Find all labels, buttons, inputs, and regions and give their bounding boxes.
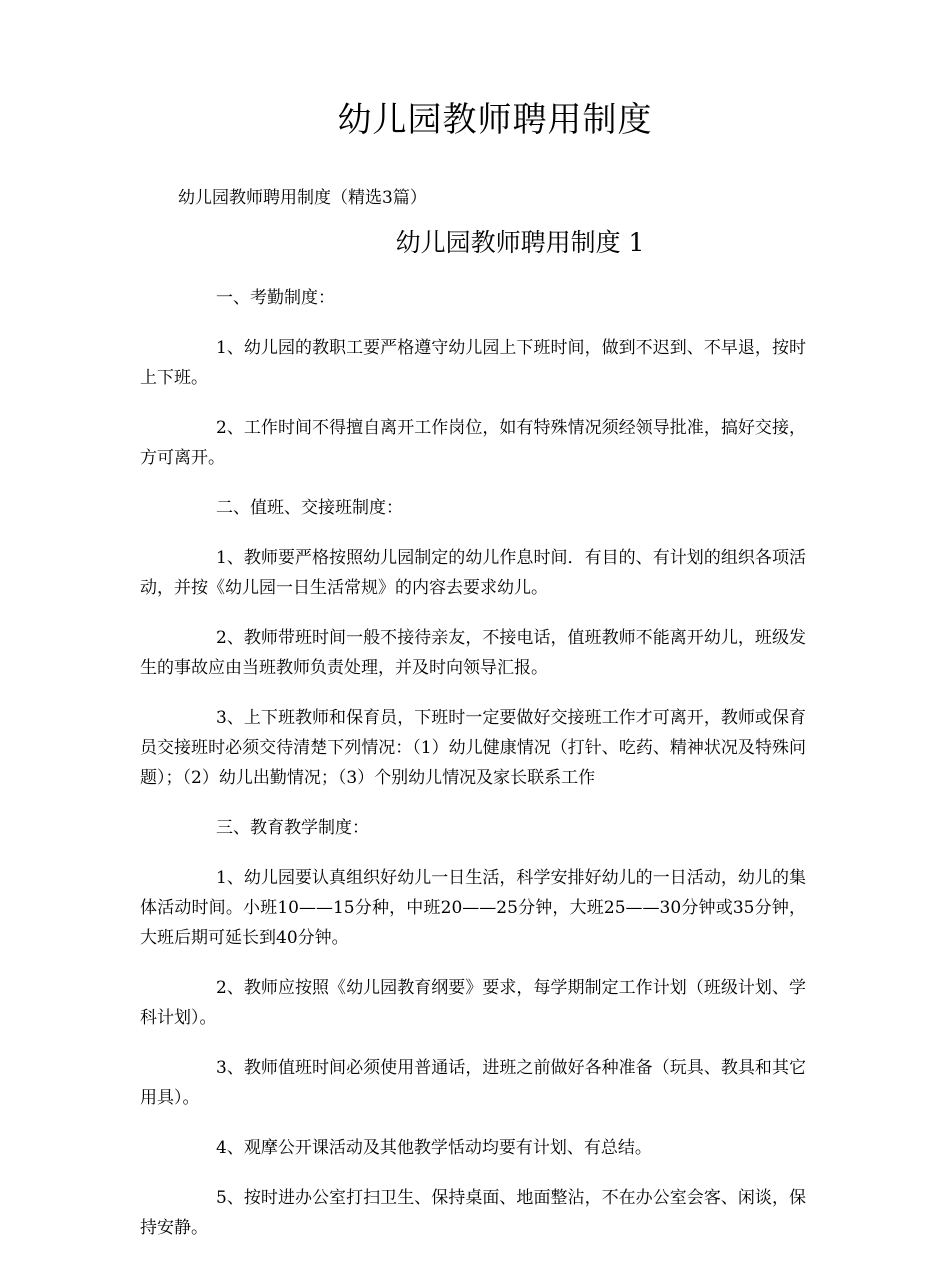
heading-attendance: 一、考勤制度： [216, 288, 335, 308]
paragraph: 3、教师值班时间必须使用普通话，进班之前做好各种准备（玩具、教具和其它用具）。 [140, 1058, 806, 1108]
paragraph: 4、观摩公开课活动及其他教学恬动均要有计划、有总结。 [216, 1138, 652, 1158]
heading-teaching: 三、教育教学制度： [216, 818, 369, 838]
section-title: 幼儿园教师聘用制度 1 [395, 228, 645, 257]
paragraph: 1、幼儿园要认真组织好幼儿一日生活，科学安排好幼儿的一日活动，幼儿的集体活动时间。小班10——15分种，中班20——25分钟，大班25——30分钟或35分钟，大班后期可延长到40分钟。 [140, 868, 806, 948]
document-subtitle: 幼儿园教师聘用制度（精选3篇） [178, 188, 427, 208]
paragraph: 1、教师要严格按照幼儿园制定的幼儿作息时间．有目的、有计划的组织各项活动，并按《幼儿园一日生活常规》的内容去要求幼儿。 [140, 548, 806, 598]
paragraph: 3、上下班教师和保育员，下班时一定要做好交接班工作才可离开，教师或保育员交接班时必须交待清楚下列情况：（1）幼儿健康情况（打针、吃药、精神状况及特殊问题）；（2）幼儿出勤情况；（3）个别幼儿情况及家长联系工作 [140, 708, 806, 788]
paragraph: 1、幼儿园的教职工要严格遵守幼儿园上下班时间，做到不迟到、不早退，按时上下班。 [140, 338, 806, 388]
document-body [140, 283, 806, 1263]
paragraph: 2、教师带班时间一般不接待亲友，不接电话，值班教师不能离开幼儿，班级发生的事故应由当班教师负责处理，并及时向领导汇报。 [140, 628, 806, 678]
document-title: 幼儿园教师聘用制度 [337, 100, 653, 140]
paragraph: 2、工作时间不得擅自离开工作岗位，如有特殊情况须经领导批准，搞好交接，方可离开。 [140, 418, 806, 468]
paragraph: 2、教师应按照《幼儿园教育纲要》要求，每学期制定工作计划（班级计划、学科计划）。 [140, 978, 806, 1028]
heading-duty-handover: 二、值班、交接班制度： [216, 498, 403, 518]
paragraph: 5、按时进办公室打扫卫生、保持桌面、地面整沾，不在办公室会客、闲谈，保持安静。 [140, 1188, 806, 1238]
